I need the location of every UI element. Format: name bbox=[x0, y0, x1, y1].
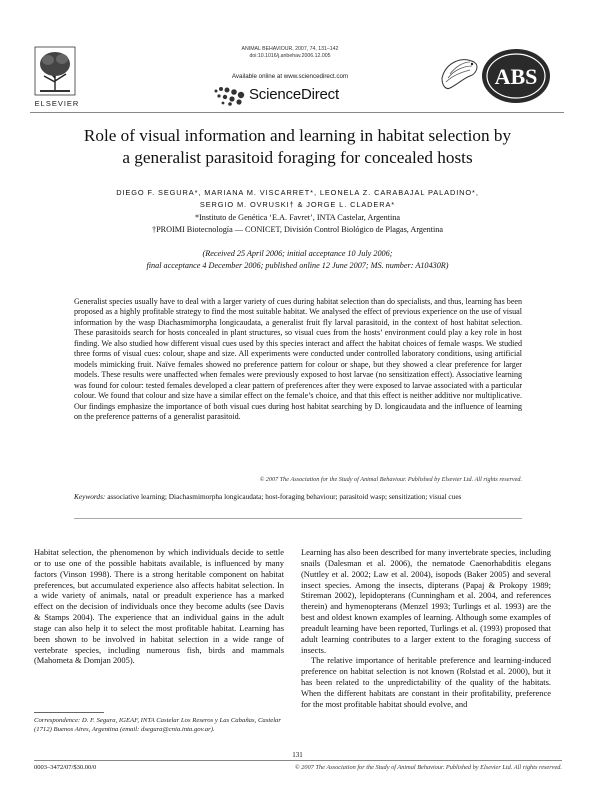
header-divider bbox=[30, 112, 564, 113]
keywords bbox=[74, 492, 522, 502]
author-list: DIEGO F. SEGURA*, MARIANA M. VISCARRET*, LEONELA Z. CARABAJAL PALADINO*, SERGIO M. OVRUSKI† & JORGE L. CLADERA* bbox=[116, 188, 479, 209]
page-number: 131 bbox=[292, 751, 303, 759]
body-paragraph: Learning has also been described for many invertebrate species, including snails (Dalesman et al. 2006), the nematode Caenorhabditis elegans (Nuttley et al. 2002; Law et al. 2004), isopods (Baker 2005) and several insect species. Among the insects, dipterans (Papaj & Prokopy 1989; Stireman 2002), lepidopterans (Cunningham et al. 2004, and references therein) and hymenopterans (Menzel 1993; Turlings et al. 1993) are the best and oldest known examples of learning. Although some examples of preadult learning have been reported, Turlings et al. (1993) proposed that adult learning contributes to a larger extent to the foraging success of insects. bbox=[301, 547, 551, 655]
bird-illustration-icon bbox=[436, 48, 482, 94]
journal-citation: ANIMAL BEHAVIOUR, 2007, 74, 131–142 doi:10.1016/j.anbehav.2006.12.005 bbox=[200, 46, 380, 60]
footer-issn: 0003–3472/07/$30.00/0 bbox=[34, 764, 97, 771]
abstract-copyright: © 2007 The Association for the Study of Animal Behaviour. Published by Elsevier Ltd. All rights reserved. bbox=[259, 476, 522, 483]
footer-copyright: © 2007 The Association for the Study of Animal Behaviour. Published by Elsevier Ltd. All rights reserved. bbox=[294, 764, 562, 771]
sciencedirect-brand: ScienceDirect bbox=[249, 86, 339, 103]
keywords-divider bbox=[74, 518, 522, 519]
doi-link[interactable]: doi:10.1016/j.anbehav.2006.12.005 bbox=[249, 53, 331, 59]
affiliations: *Instituto de Genética ‘E.A. Favret’, INTA Castelar, Argentina †PROIMI Biotecnología — CONICET, División Control Biológico de Plagas, Argentina bbox=[151, 213, 443, 234]
elsevier-tree-logo bbox=[34, 46, 76, 96]
footer-divider bbox=[34, 760, 562, 761]
body-paragraph: Habitat selection, the phenomenon by which individuals decide to settle or to use one of the possible habitats available, is influenced by many factors (Vinson 1998). There is a strong heritable component on habitat preferences, but accumulated experience also affects habitat selection. In a wide variety of animals, natal or preadult experience has a marked effect on the decision of individuals once they become adults (see Davis & Stamps 2004). The experience that an individual gains in the adult stage can also help it to select the most profitable habitat. Learning has been shown to be involved in habitat selection in a wide range of vertebrate species, including numerous fish, birds and mammals (Mahometa & Domjan 2005). bbox=[34, 547, 284, 666]
available-online-text[interactable]: Available online at www.sciencedirect.com bbox=[231, 73, 349, 80]
abstract-text: Generalist species usually have to deal with a larger variety of cues during habitat selection than do specialists, and thus, learning has been proposed as a highly profitable strategy to find the most suitable habitat. We analysed the effect of previous experience on the use of visual information by the wasp Diachasmimorpha longicaudata, a generalist fruit fly larval parasitoid, in the context of host habitat selection. These parasitoids search for hosts concealed in plant structures, so visual cues from the hosts’ environment could play a key role in host finding. We also studied how different visual cues used by this species interact and affect the habitat choices of female wasps. We studied three forms of visual cues: colour, shape and size. All experiments were conducted under controlled laboratory conditions, using artificial models mimicking fruit. Naïve females showed no preference pattern for colour or shape, but they showed a clear preference for larger models. These results were unaffected when females were previously exposed to host larvae (no sensitization effect). Associative learning was found for colour: tested females developed a clear pattern of preferences after they were exposed to larvae associated with a particular colour. We found that colour and size have a similar effect on the female’s choice, and that this effect is neither additive nor multiplicative. Our findings emphasize the importance of both visual cues during host habitat searching by D. longicaudata and the influence of learning on the preference patterns of a generalist parasitoid. bbox=[74, 297, 522, 421]
sciencedirect-dots-icon bbox=[211, 85, 249, 107]
body-left-column bbox=[34, 547, 284, 666]
publisher-name: ELSEVIER bbox=[34, 99, 80, 108]
correspondence-note: Correspondence: D. F. Segura, IGEAF, INTA Castelar Los Reseros y Las Cabañas, Castelar (1712) Buenos Aires, Argentina (email: dsegura@cnia.inta.gov.ar). bbox=[34, 717, 282, 734]
article-title: Role of visual information and learning in habitat selection by a generalist parasitoid foraging for concealed hosts bbox=[83, 126, 512, 167]
keywords-label: Keywords: bbox=[74, 492, 106, 501]
received-dates: (Received 25 April 2006; initial acceptance 10 July 2006; final acceptance 4 December 2006; published online 12 June 2007; MS. number: A10430R) bbox=[146, 249, 449, 270]
body-right-column bbox=[301, 547, 551, 710]
body-paragraph: The relative importance of heritable preference and learning-induced preference on habitat selection is not known (Rolstad et al. 2000), but it has been related to the unpredictability of the quality of the habitats. When the different habitats are constant in their profitability, preference for the most profitable habitat should evolve, and bbox=[301, 655, 551, 709]
journal-emblem-icon bbox=[480, 47, 552, 105]
keywords-list: associative learning; Diachasmimorpha longicaudata; host-foraging behaviour; parasitoid wasp; sensitization; visual cues bbox=[107, 492, 462, 501]
correspondence-divider bbox=[34, 712, 104, 713]
svg-text:ABS: ABS bbox=[494, 64, 538, 89]
